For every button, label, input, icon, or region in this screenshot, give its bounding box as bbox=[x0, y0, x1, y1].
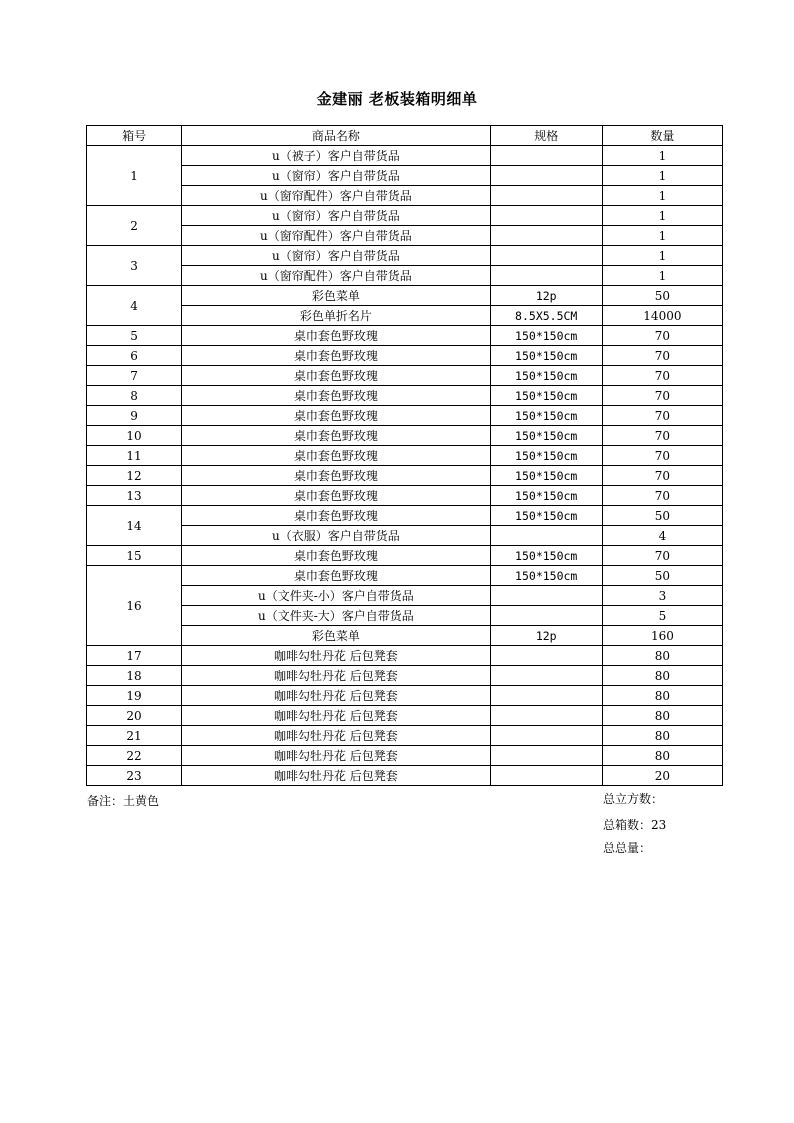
box-number-cell: 15 bbox=[87, 546, 182, 566]
table-row bbox=[87, 706, 723, 726]
table-row bbox=[87, 646, 723, 666]
packing-list-table bbox=[86, 125, 723, 786]
table-row bbox=[87, 366, 723, 386]
table-row bbox=[87, 286, 723, 306]
table-row bbox=[87, 406, 723, 426]
table-row bbox=[87, 246, 723, 266]
box-number-cell: 16 bbox=[87, 566, 182, 646]
quantity-cell: 80 bbox=[602, 686, 722, 706]
spec-cell bbox=[490, 746, 602, 766]
spec-cell bbox=[490, 606, 602, 626]
product-name-cell: 桌巾套色野玫瑰 bbox=[182, 406, 490, 426]
product-name-cell: 桌巾套色野玫瑰 bbox=[182, 566, 490, 586]
quantity-cell: 1 bbox=[602, 266, 722, 286]
product-name-cell: 桌巾套色野玫瑰 bbox=[182, 446, 490, 466]
box-number-cell: 14 bbox=[87, 506, 182, 546]
spec-cell bbox=[490, 266, 602, 286]
box-number-cell: 6 bbox=[87, 346, 182, 366]
product-name-cell: u（窗帘配件）客户自带货品 bbox=[182, 186, 490, 206]
spec-cell: 150*150cm bbox=[490, 466, 602, 486]
spec-cell bbox=[490, 526, 602, 546]
quantity-cell: 80 bbox=[602, 726, 722, 746]
product-name-cell: u（窗帘）客户自带货品 bbox=[182, 166, 490, 186]
product-name-cell: u（窗帘）客户自带货品 bbox=[182, 206, 490, 226]
total-boxes: 总箱数：23 bbox=[603, 818, 667, 832]
product-name-cell: u（窗帘）客户自带货品 bbox=[182, 246, 490, 266]
quantity-cell: 70 bbox=[602, 546, 722, 566]
table-row bbox=[87, 526, 723, 546]
table-row bbox=[87, 166, 723, 186]
spec-cell bbox=[490, 186, 602, 206]
product-name-cell: 桌巾套色野玫瑰 bbox=[182, 486, 490, 506]
spec-cell: 12p bbox=[490, 626, 602, 646]
product-name-cell: 桌巾套色野玫瑰 bbox=[182, 366, 490, 386]
box-number-cell: 11 bbox=[87, 446, 182, 466]
quantity-cell: 14000 bbox=[602, 306, 722, 326]
box-number-cell: 5 bbox=[87, 326, 182, 346]
product-name-cell: 彩色菜单 bbox=[182, 286, 490, 306]
product-name-cell: 桌巾套色野玫瑰 bbox=[182, 346, 490, 366]
spec-cell bbox=[490, 206, 602, 226]
box-number-cell: 17 bbox=[87, 646, 182, 666]
box-number-cell: 4 bbox=[87, 286, 182, 326]
box-number-cell: 1 bbox=[87, 146, 182, 206]
spec-cell bbox=[490, 706, 602, 726]
box-number-cell: 18 bbox=[87, 666, 182, 686]
spec-cell: 150*150cm bbox=[490, 546, 602, 566]
table-row bbox=[87, 666, 723, 686]
product-name-cell: u（被子）客户自带货品 bbox=[182, 146, 490, 166]
table-row bbox=[87, 386, 723, 406]
product-name-cell: 彩色菜单 bbox=[182, 626, 490, 646]
quantity-cell: 80 bbox=[602, 706, 722, 726]
product-name-cell: 咖啡勾牡丹花 后包凳套 bbox=[182, 726, 490, 746]
quantity-cell: 70 bbox=[602, 366, 722, 386]
document-title: 金建丽 老板装箱明细单 bbox=[316, 90, 478, 108]
table-row bbox=[87, 226, 723, 246]
product-name-cell: u（衣服）客户自带货品 bbox=[182, 526, 490, 546]
table-row bbox=[87, 686, 723, 706]
spec-cell: 150*150cm bbox=[490, 426, 602, 446]
spec-cell bbox=[490, 586, 602, 606]
quantity-cell: 50 bbox=[602, 566, 722, 586]
spec-cell bbox=[490, 666, 602, 686]
product-name-cell: 桌巾套色野玫瑰 bbox=[182, 466, 490, 486]
product-name-cell: 咖啡勾牡丹花 后包凳套 bbox=[182, 646, 490, 666]
quantity-cell: 50 bbox=[602, 506, 722, 526]
spec-cell bbox=[490, 726, 602, 746]
table-row bbox=[87, 446, 723, 466]
spec-cell: 150*150cm bbox=[490, 486, 602, 506]
box-number-cell: 13 bbox=[87, 486, 182, 506]
spec-cell: 150*150cm bbox=[490, 506, 602, 526]
product-name-cell: 桌巾套色野玫瑰 bbox=[182, 506, 490, 526]
quantity-cell: 1 bbox=[602, 186, 722, 206]
table-row bbox=[87, 466, 723, 486]
table-row bbox=[87, 306, 723, 326]
quantity-cell: 50 bbox=[602, 286, 722, 306]
box-number-cell: 19 bbox=[87, 686, 182, 706]
quantity-cell: 3 bbox=[602, 586, 722, 606]
spec-cell: 12p bbox=[490, 286, 602, 306]
box-number-cell: 20 bbox=[87, 706, 182, 726]
table-row bbox=[87, 486, 723, 506]
quantity-cell: 80 bbox=[602, 666, 722, 686]
table-row bbox=[87, 586, 723, 606]
table-row bbox=[87, 606, 723, 626]
product-name-cell: 桌巾套色野玫瑰 bbox=[182, 326, 490, 346]
spec-cell: 150*150cm bbox=[490, 566, 602, 586]
table-row bbox=[87, 766, 723, 786]
box-number-cell: 7 bbox=[87, 366, 182, 386]
product-name-cell: u（窗帘配件）客户自带货品 bbox=[182, 226, 490, 246]
quantity-cell: 70 bbox=[602, 466, 722, 486]
box-number-cell: 10 bbox=[87, 426, 182, 446]
spec-cell bbox=[490, 766, 602, 786]
box-number-cell: 22 bbox=[87, 746, 182, 766]
table-row bbox=[87, 206, 723, 226]
table-row bbox=[87, 546, 723, 566]
product-name-cell: 咖啡勾牡丹花 后包凳套 bbox=[182, 686, 490, 706]
quantity-cell: 20 bbox=[602, 766, 722, 786]
spec-cell bbox=[490, 146, 602, 166]
table-row bbox=[87, 726, 723, 746]
box-number-cell: 2 bbox=[87, 206, 182, 246]
quantity-cell: 4 bbox=[602, 526, 722, 546]
total-volume: 总立方数： bbox=[603, 792, 664, 806]
product-name-cell: 咖啡勾牡丹花 后包凳套 bbox=[182, 666, 490, 686]
table-row bbox=[87, 266, 723, 286]
spec-cell: 150*150cm bbox=[490, 446, 602, 466]
spec-cell bbox=[490, 686, 602, 706]
quantity-cell: 70 bbox=[602, 446, 722, 466]
product-name-cell: 桌巾套色野玫瑰 bbox=[182, 426, 490, 446]
quantity-cell: 1 bbox=[602, 226, 722, 246]
product-name-cell: 咖啡勾牡丹花 后包凳套 bbox=[182, 706, 490, 726]
box-number-cell: 3 bbox=[87, 246, 182, 286]
spec-cell: 150*150cm bbox=[490, 366, 602, 386]
product-name-cell: u（窗帘配件）客户自带货品 bbox=[182, 266, 490, 286]
quantity-cell: 80 bbox=[602, 746, 722, 766]
quantity-cell: 1 bbox=[602, 206, 722, 226]
quantity-cell: 1 bbox=[602, 166, 722, 186]
box-number-cell: 8 bbox=[87, 386, 182, 406]
spec-cell: 150*150cm bbox=[490, 386, 602, 406]
header-quantity: 数量 bbox=[602, 126, 722, 146]
quantity-cell: 70 bbox=[602, 426, 722, 446]
table-row bbox=[87, 426, 723, 446]
spec-cell: 8.5X5.5CM bbox=[490, 306, 602, 326]
quantity-cell: 5 bbox=[602, 606, 722, 626]
spec-cell bbox=[490, 226, 602, 246]
quantity-cell: 70 bbox=[602, 486, 722, 506]
table-row bbox=[87, 746, 723, 766]
quantity-cell: 70 bbox=[602, 346, 722, 366]
table-row bbox=[87, 506, 723, 526]
spec-cell bbox=[490, 646, 602, 666]
quantity-cell: 80 bbox=[602, 646, 722, 666]
quantity-cell: 1 bbox=[602, 146, 722, 166]
header-box-number: 箱号 bbox=[87, 126, 182, 146]
spec-cell bbox=[490, 166, 602, 186]
spec-cell bbox=[490, 246, 602, 266]
table-row bbox=[87, 146, 723, 166]
spec-cell: 150*150cm bbox=[490, 346, 602, 366]
box-number-cell: 12 bbox=[87, 466, 182, 486]
table-row bbox=[87, 186, 723, 206]
product-name-cell: 桌巾套色野玫瑰 bbox=[182, 546, 490, 566]
spec-cell: 150*150cm bbox=[490, 406, 602, 426]
packing-list-body bbox=[87, 146, 723, 786]
spec-cell: 150*150cm bbox=[490, 326, 602, 346]
header-product-name: 商品名称 bbox=[182, 126, 490, 146]
quantity-cell: 1 bbox=[602, 246, 722, 266]
product-name-cell: u（文件夹-小）客户自带货品 bbox=[182, 586, 490, 606]
table-row bbox=[87, 566, 723, 586]
remark-note: 备注：土黄色 bbox=[87, 794, 160, 808]
product-name-cell: 彩色单折名片 bbox=[182, 306, 490, 326]
quantity-cell: 160 bbox=[602, 626, 722, 646]
table-row bbox=[87, 326, 723, 346]
quantity-cell: 70 bbox=[602, 326, 722, 346]
box-number-cell: 9 bbox=[87, 406, 182, 426]
table-row bbox=[87, 626, 723, 646]
product-name-cell: u（文件夹-大）客户自带货品 bbox=[182, 606, 490, 626]
box-number-cell: 21 bbox=[87, 726, 182, 746]
box-number-cell: 23 bbox=[87, 766, 182, 786]
quantity-cell: 70 bbox=[602, 406, 722, 426]
product-name-cell: 桌巾套色野玫瑰 bbox=[182, 386, 490, 406]
quantity-cell: 70 bbox=[602, 386, 722, 406]
total-quantity: 总总量： bbox=[603, 841, 652, 855]
product-name-cell: 咖啡勾牡丹花 后包凳套 bbox=[182, 746, 490, 766]
table-row bbox=[87, 346, 723, 366]
product-name-cell: 咖啡勾牡丹花 后包凳套 bbox=[182, 766, 490, 786]
table-header-row bbox=[87, 126, 723, 146]
header-spec: 规格 bbox=[490, 126, 602, 146]
